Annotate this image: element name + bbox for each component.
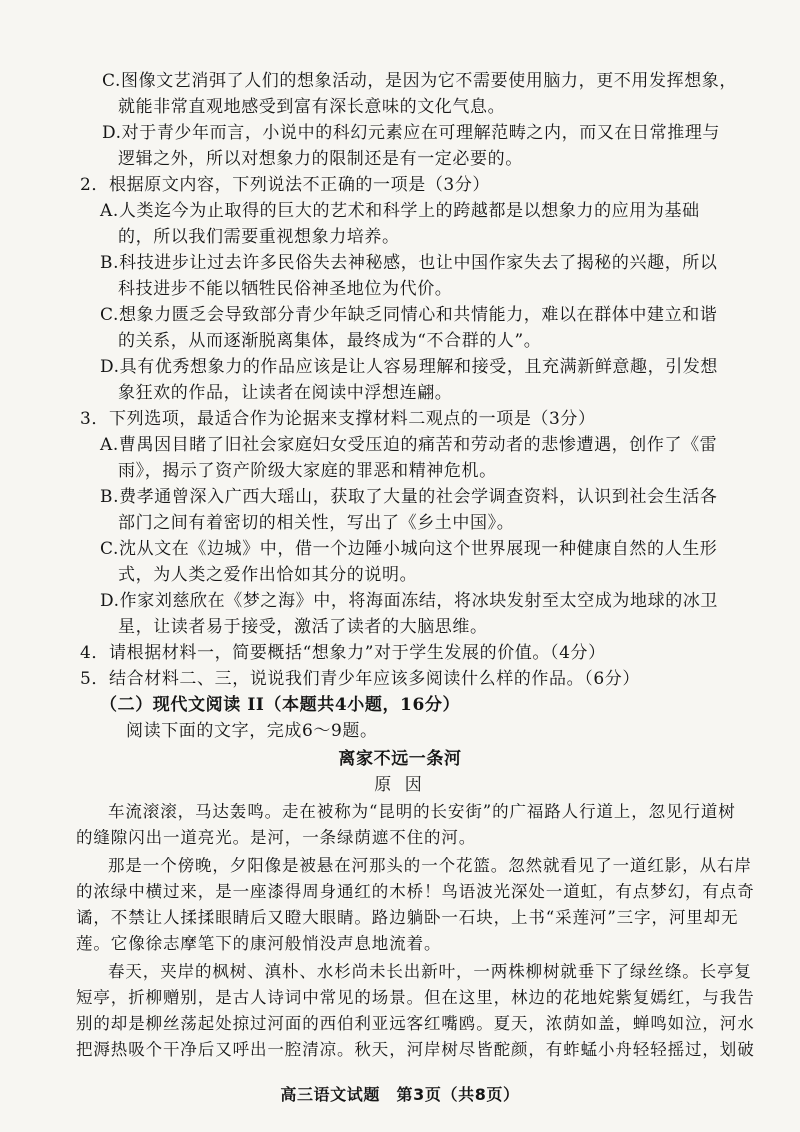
paragraph-3-line1: 春天，夹岸的枫树、滇朴、水杉尚未长出新叶，一两株柳树就垂下了绿丝绦。长亭复	[108, 962, 752, 981]
article-author: 原 因	[374, 775, 426, 795]
q1-option-c-line1: C.图像文艺消弭了人们的想象活动，是因为它不需要使用脑力，更不用发挥想象，	[102, 71, 738, 91]
q2-option-a-line1: A.人类迄今为止取得的巨大的艺术和科学上的跨越都是以想象力的应用为基础	[100, 201, 700, 221]
paragraph-2-line2: 的浓绿中横过来，是一座漆得周身通红的木桥！鸟语波光深处一道虹，有点梦幻，有点奇	[76, 882, 755, 901]
q3-option-b-line1: B.费孝通曾深入广西大瑶山，获取了大量的社会学调查资料，认识到社会生活各	[100, 487, 718, 507]
paragraph-3-line3: 别的却是柳丝荡起处掠过河面的西伯利亚远客红嘴鸥。夏天，浓荫如盖，蝉鸣如泣，河水	[76, 1014, 755, 1033]
q2-option-b-line2: 科技进步不能以牺牲民俗神圣地位为代价。	[118, 279, 453, 299]
q2-option-b-line1: B.科技进步让过去许多民俗失去神秘感，也让中国作家失去了揭秘的兴趣，所以	[100, 253, 718, 273]
q5-stem: 5．结合材料二、三，说说我们青少年应该多阅读什么样的作品。（6分）	[80, 669, 640, 689]
q3-option-a-line1: A.曹禺因目睹了旧社会家庭妇女受压迫的痛苦和劳动者的悲惨遭遇，创作了《雷	[100, 435, 718, 455]
q1-option-c-line2: 就能非常直观地感受到富有深长意味的文化气息。	[118, 97, 506, 117]
article-title: 离家不远一条河	[338, 749, 462, 769]
paragraph-3-line4: 把溽热吸个干净后又呼出一腔清凉。秋天，河岸树尽皆酡颜，有蚱蜢小舟轻轻摇过，划破	[76, 1040, 755, 1059]
section-heading: （二）现代文阅读 II（本题共4小题，16分）	[100, 695, 461, 715]
q2-option-c-line2: 的关系，从而逐渐脱离集体，最终成为“不合群的人”。	[118, 331, 542, 351]
q2-option-d-line1: D.具有优秀想象力的作品应该是让人容易理解和接受，且充满新鲜意趣，引发想	[100, 357, 719, 377]
q3-option-c-line2: 式，为人类之爱作出恰如其分的说明。	[118, 565, 418, 585]
q2-stem: 2．根据原文内容，下列说法不正确的一项是（3分）	[80, 175, 491, 195]
paragraph-3-line2: 短亭，折柳赠别，是古人诗词中常见的场景。但在这里，林边的花地姹紫复嫣红，与我告	[76, 988, 755, 1007]
q3-option-c-line1: C.沈从文在《边城》中，借一个边陲小城向这个世界展现一种健康自然的人生形	[100, 539, 718, 559]
q3-option-d-line2: 星，让读者易于接受，激活了读者的大脑思维。	[118, 617, 488, 637]
q4-stem: 4．请根据材料一，简要概括“想象力”对于学生发展的价值。（4分）	[80, 643, 606, 663]
paragraph-1-line2: 的缝隙闪出一道亮光。是河，一条绿荫遮不住的河。	[76, 828, 477, 847]
q3-stem: 3．下列选项，最适合作为论据来支撑材料二观点的一项是（3分）	[80, 409, 596, 429]
q2-option-a-line2: 的，所以我们需要重视想象力培养。	[118, 227, 400, 247]
q3-option-b-line2: 部门之间有着密切的相关性，写出了《乡土中国》。	[118, 513, 515, 533]
q1-option-d-line2: 逻辑之外，所以对想象力的限制还是有一定必要的。	[118, 149, 523, 169]
q1-option-d-line1: D.对于青少年而言，小说中的科幻元素应在可理解范畴之内，而又在日常推理与	[102, 123, 721, 143]
q3-option-d-line1: D.作家刘慈欣在《梦之海》中，将海面冻结，将冰块发射至太空成为地球的冰卫	[100, 591, 719, 611]
q3-option-a-line2: 雨》，揭示了资产阶级大家庭的罪恶和精神危机。	[118, 461, 497, 481]
page-footer: 高三语文试题 第3页（共8页）	[280, 1085, 520, 1104]
section-instruction: 阅读下面的文字，完成6～9题。	[126, 721, 378, 741]
q2-option-c-line1: C.想象力匮乏会导致部分青少年缺乏同情心和共情能力，难以在群体中建立和谐	[100, 305, 718, 325]
paragraph-2-line3: 谲，不禁让人揉揉眼睛后又瞪大眼睛。路边躺卧一石块，上书“采莲河”三字，河里却无	[76, 908, 739, 927]
paragraph-1-line1: 车流滚滚，马达轰鸣。走在被称为“昆明的长安街”的广福路人行道上，忽见行道树	[108, 802, 736, 821]
paragraph-2-line4: 莲。它像徐志摩笔下的康河般悄没声息地流着。	[76, 934, 442, 953]
q2-option-d-line2: 象狂欢的作品，让读者在阅读中浮想连翩。	[118, 383, 453, 403]
paragraph-2-line1: 那是一个傍晚，夕阳像是被悬在河那头的一个花篮。忽然就看见了一道红影，从右岸	[108, 856, 752, 875]
